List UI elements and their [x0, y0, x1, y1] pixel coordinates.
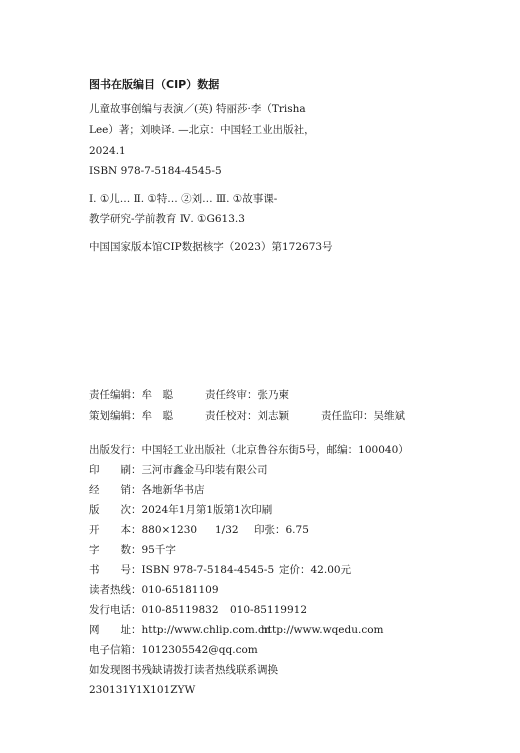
- email-line: 电子信箱：1012305542@qq.com: [89, 644, 258, 656]
- format-fold: 1/32: [215, 524, 239, 536]
- format-row: [89, 523, 489, 537]
- word-count-line: 字 数：95千字: [89, 544, 176, 556]
- cip-author-line: Lee）著；刘映译. —北京：中国轻工业出版社，: [89, 124, 315, 136]
- planning-editor: 策划编辑：牟 聪: [89, 410, 173, 422]
- replacement-notice: 如发现图书残缺请拨打读者热线联系调换: [89, 664, 278, 676]
- staff-row-2: [89, 409, 489, 423]
- cip-record-number: 中国国家版本馆CIP数据核字（2023）第172673号: [89, 241, 333, 253]
- printer-line: 印 刷：三河市鑫金马印装有限公司: [89, 464, 268, 476]
- print-sheets: 印张：6.75: [254, 524, 309, 536]
- cip-heading: 图书在版编目（CIP）数据: [89, 78, 220, 91]
- cip-subject-line-1: Ⅰ. ①儿… Ⅱ. ①特… ②刘… Ⅲ. ①故事课-: [89, 193, 278, 205]
- isbn-row: [89, 563, 489, 577]
- distributor-line: 经 销：各地新华书店: [89, 484, 205, 496]
- publisher-line: 出版发行：中国轻工业出版社（北京鲁谷东街5号，邮编：100040）: [89, 444, 409, 456]
- staff-row-1: [89, 388, 489, 402]
- price: 定价：42.00元: [279, 564, 352, 576]
- print-code: 230131Y1X101ZYW: [89, 684, 196, 696]
- cip-date-line: 2024.1: [89, 145, 126, 157]
- format-size: 开 本：880×1230: [89, 524, 198, 536]
- proofreader: 责任校对：刘志颖: [205, 410, 289, 422]
- book-number: 书 号：ISBN 978-7-5184-4545-5: [89, 564, 275, 576]
- cip-subject-line-2: 教学研究-学前教育 Ⅳ. ①G613.3: [89, 213, 245, 225]
- sales-phone-2: 010-85119912: [230, 604, 308, 616]
- final-reviewer: 责任终审：张乃柬: [205, 389, 289, 401]
- edition-line: 版 次：2024年1月第1版第1次印刷: [89, 504, 273, 516]
- reader-hotline: 读者热线：010-65181109: [89, 584, 219, 596]
- website-1: 网 址：http://www.chlip.com.cn: [89, 624, 271, 636]
- website-2: http://www.wqedu.com: [261, 624, 384, 636]
- sales-phone-1: 发行电话：010-85119832: [89, 604, 219, 616]
- responsible-editor: 责任编辑：牟 聪: [89, 389, 173, 401]
- phone-row: [89, 603, 489, 617]
- cip-isbn-line: ISBN 978-7-5184-4545-5: [89, 165, 222, 177]
- cip-title-line: 儿童故事创编与表演／(英) 特丽莎·李（Trisha: [89, 103, 306, 115]
- web-row: [89, 623, 489, 637]
- print-supervisor: 责任监印：吴维斌: [321, 410, 405, 422]
